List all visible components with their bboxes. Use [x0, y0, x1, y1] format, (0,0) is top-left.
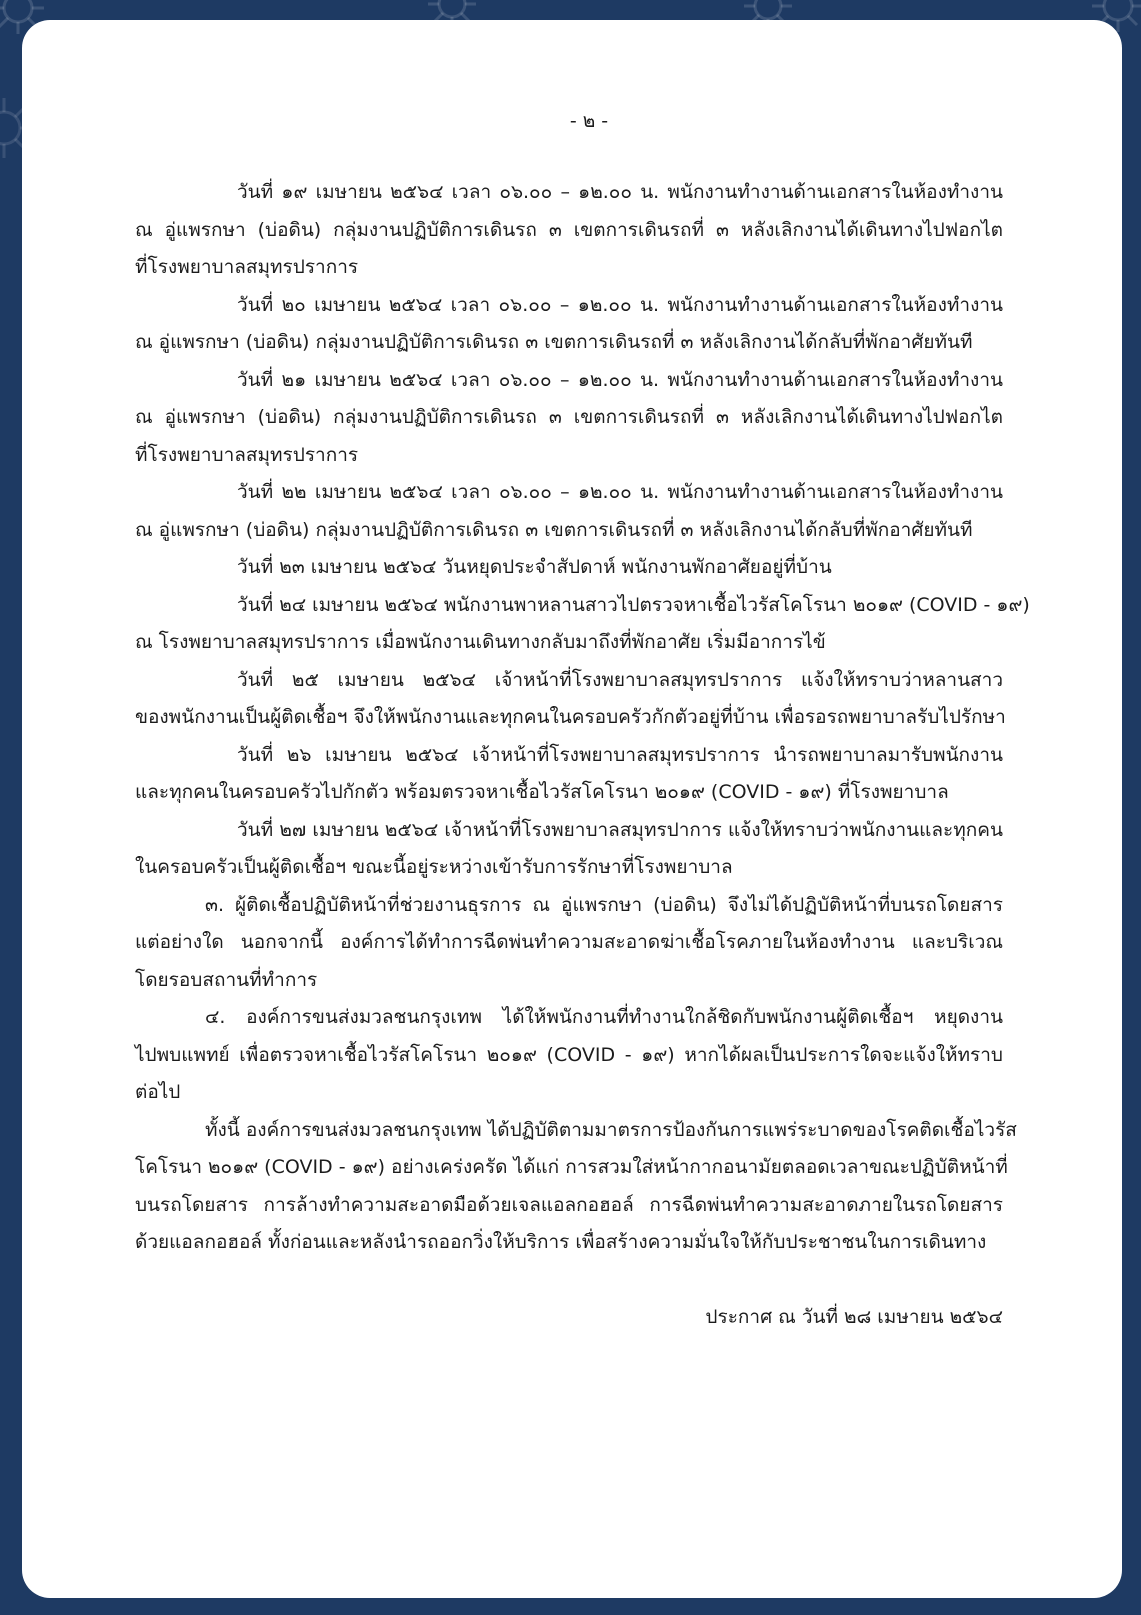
paragraph-line: โคโรนา ๒๐๑๙ (COVID - ๑๙) อย่างเคร่งครัด ได้แก่ การสวมใส่หน้ากากอนามัยตลอดเวลาขณะปฏิบัติหน้าที่	[135, 1156, 1008, 1178]
timeline-paragraph	[135, 362, 1003, 475]
paragraph-line: ณ อู่แพรกษา (บ่อดิน) กลุ่มงานปฏิบัติการเดินรถ ๓ เขตการเดินรถที่ ๓ หลังเลิกงานได้เดินทางไปฟอกไต	[135, 218, 1003, 241]
item-3-paragraph	[135, 887, 1003, 1000]
document-page	[22, 20, 1122, 1598]
paragraph-line: วันที่ ๒๗ เมษายน ๒๕๖๔ เจ้าหน้าที่โรงพยาบาลสมุทรปาการ แจ้งให้ทราบว่าพนักงานและทุกคน	[237, 818, 1003, 841]
timeline-paragraph	[135, 587, 1030, 662]
timeline-paragraph	[135, 812, 1003, 887]
document-body	[135, 174, 1030, 1337]
paragraph-line: ๔. องค์การขนส่งมวลชนกรุงเทพ ได้ให้พนักงานที่ทำงานใกล้ชิดกับพนักงานผู้ติดเชื้อฯ หยุดงาน	[205, 1006, 1003, 1028]
paragraph-line: ด้วยแอลกอฮอล์ ทั้งก่อนและหลังนำรถออกวิ่งให้บริการ เพื่อสร้างความมั่นใจให้กับประชาชนในการเดินทาง	[135, 1231, 987, 1253]
paragraph-line: ๓. ผู้ติดเชื้อปฏิบัติหน้าที่ช่วยงานธุรการ ณ อู่แพรกษา (บ่อดิน) จึงไม่ได้ปฏิบัติหน้าที่บนรถโดยสาร	[205, 893, 1003, 916]
paragraph-line: ณ อู่แพรกษา (บ่อดิน) กลุ่มงานปฏิบัติการเดินรถ ๓ เขตการเดินรถที่ ๓ หลังเลิกงานได้เดินทางไปฟอกไต	[135, 406, 1003, 428]
paragraph-line: วันที่ ๒๒ เมษายน ๒๕๖๔ เวลา ๐๖.๐๐ – ๑๒.๐๐ น. พนักงานทำงานด้านเอกสารในห้องทำงาน	[237, 481, 1003, 503]
paragraph-line: วันที่ ๒๔ เมษายน ๒๕๖๔ พนักงานพาหลานสาวไปตรวจหาเชื้อไวรัสโคโรนา ๒๐๑๙ (COVID - ๑๙)	[237, 593, 1030, 616]
paragraph-line: วันที่ ๒๐ เมษายน ๒๕๖๔ เวลา ๐๖.๐๐ – ๑๒.๐๐ น. พนักงานทำงานด้านเอกสารในห้องทำงาน	[237, 293, 1003, 316]
paragraph-line: ในครอบครัวเป็นผู้ติดเชื้อฯ ขณะนี้อยู่ระหว่างเข้ารับการรักษาที่โรงพยาบาล	[135, 856, 733, 878]
paragraph-line: ต่อไป	[135, 1081, 181, 1103]
timeline-paragraph	[135, 474, 1003, 549]
paragraph-line: วันที่ ๑๙ เมษายน ๒๕๖๔ เวลา ๐๖.๐๐ – ๑๒.๐๐ น. พนักงานทำงานด้านเอกสารในห้องทำงาน	[237, 181, 1003, 203]
paragraph-line: ณ อู่แพรกษา (บ่อดิน) กลุ่มงานปฏิบัติการเดินรถ ๓ เขตการเดินรถที่ ๓ หลังเลิกงานได้กลับที่พักอาศัยทันที	[135, 331, 973, 353]
paragraph-line: วันที่ ๒๕ เมษายน ๒๕๖๔ เจ้าหน้าที่โรงพยาบาลสมุทรปราการ แจ้งให้ทราบว่าหลานสาว	[237, 668, 1003, 691]
paragraph-line: โดยรอบสถานที่ทำการ	[135, 968, 318, 991]
paragraph-line: วันที่ ๒๖ เมษายน ๒๕๖๔ เจ้าหน้าที่โรงพยาบาลสมุทรปราการ นำรถพยาบาลมารับพนักงาน	[237, 743, 1003, 766]
timeline-paragraph	[135, 549, 1003, 587]
summary-paragraph	[135, 1112, 1017, 1262]
timeline-paragraph	[135, 662, 1006, 737]
paragraph-line: ที่โรงพยาบาลสมุทรปราการ	[135, 256, 359, 278]
paragraph-line: วันที่ ๒๑ เมษายน ๒๕๖๔ เวลา ๐๖.๐๐ – ๑๒.๐๐ น. พนักงานทำงานด้านเอกสารในห้องทำงาน	[237, 368, 1003, 391]
paragraph-line: ณ โรงพยาบาลสมุทรปราการ เมื่อพนักงานเดินทางกลับมาถึงที่พักอาศัย เริ่มมีอาการไข้	[135, 631, 826, 653]
paragraph-line: ณ อู่แพรกษา (บ่อดิน) กลุ่มงานปฏิบัติการเดินรถ ๓ เขตการเดินรถที่ ๓ หลังเลิกงานได้กลับที่พักอาศัยทันที	[135, 518, 973, 541]
paragraph-line: ทั้งนี้ องค์การขนส่งมวลชนกรุงเทพ ได้ปฏิบัติตามมาตรการป้องกันการแพร่ระบาดของโรคติดเชื้อไวรัส	[205, 1118, 1017, 1141]
page-number: - ๒ -	[569, 110, 609, 132]
item-4-paragraph	[135, 999, 1003, 1112]
paragraph-line: ที่โรงพยาบาลสมุทรปราการ	[135, 443, 359, 466]
paragraph-line: ของพนักงานเป็นผู้ติดเชื้อฯ จึงให้พนักงานและทุกคนในครอบครัวกักตัวอยู่ที่บ้าน เพื่อรอรถพยาบาลรับไปรักษา	[135, 706, 1006, 728]
timeline-paragraph	[135, 287, 1003, 362]
paragraph-line: วันที่ ๒๓ เมษายน ๒๕๖๔ วันหยุดประจำสัปดาห์ พนักงานพักอาศัยอยู่ที่บ้าน	[237, 556, 832, 578]
timeline-paragraph	[135, 174, 1003, 287]
announcement-date: ประกาศ ณ วันที่ ๒๘ เมษายน ๒๕๖๔	[705, 1306, 1003, 1328]
paragraph-line: ไปพบแพทย์ เพื่อตรวจหาเชื้อไวรัสโคโรนา ๒๐๑๙ (COVID - ๑๙) หากได้ผลเป็นประการใดจะแจ้งให้ทราบ	[135, 1043, 1003, 1066]
paragraph-line: แต่อย่างใด นอกจากนี้ องค์การได้ทำการฉีดพ่นทำความสะอาดฆ่าเชื้อโรคภายในห้องทำงาน และบริเวณ	[135, 931, 1003, 953]
paragraph-line: บนรถโดยสาร การล้างทำความสะอาดมือด้วยเจลแอลกอฮอล์ การฉีดพ่นทำความสะอาดภายในรถโดยสาร	[135, 1193, 1003, 1216]
paragraph-line: และทุกคนในครอบครัวไปกักตัว พร้อมตรวจหาเชื้อไวรัสโคโรนา ๒๐๑๙ (COVID - ๑๙) ที่โรงพยาบาล	[135, 781, 949, 803]
timeline-paragraph	[135, 737, 1003, 812]
